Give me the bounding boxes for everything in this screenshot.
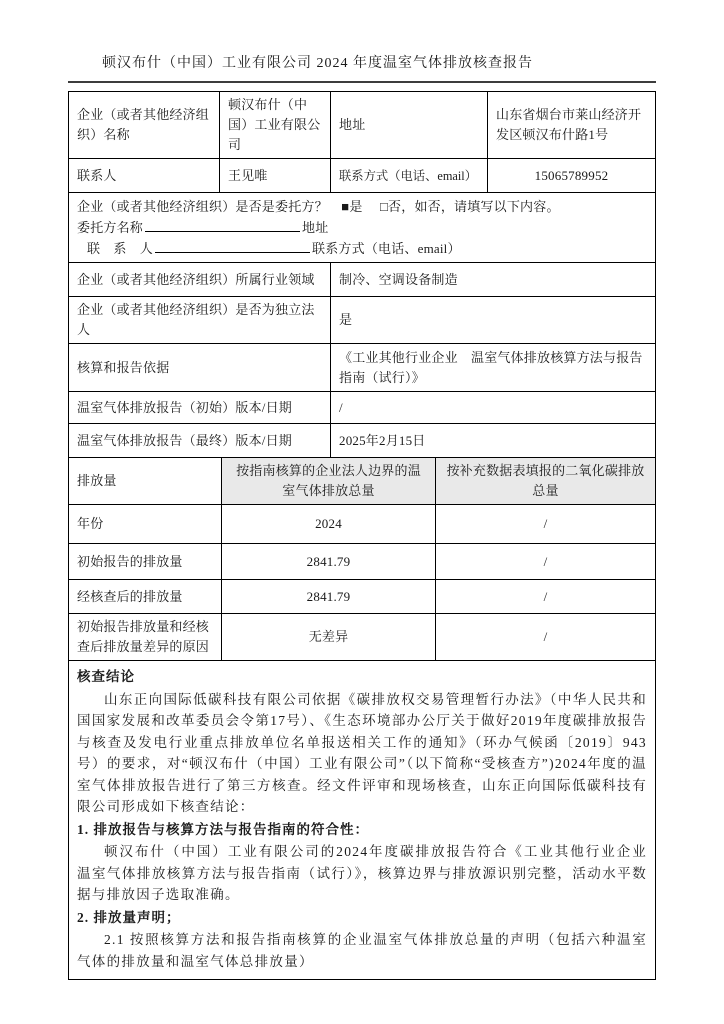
emission-row-year: [69, 505, 655, 544]
conclusion-paragraph-1: 山东正向国际低碳科技有限公司依据《碳排放权交易管理暂行办法》（中华人民共和国国家发展和改革委员会令第17号）、《生态环境部办公厅关于做好2019年度碳排放报告与核查及发电行业重点排放单位名单报送相关工作的通知》（环办气候函〔2019〕943号）的要求，对“顿汉布什（中国）工业有限公司”（以下简称“受核查方”)2024年度的温室气体排放报告进行了第三方核查。经文件评审和现场核查，山东正向国际低碳科技有限公司形成如下核查结论：: [77, 691, 647, 814]
emission-row-verified: [69, 580, 655, 614]
emission-initial-value1: 2841.79: [222, 544, 436, 579]
table-row-contact: [69, 159, 655, 193]
basis-label: 核算和报告依据: [69, 344, 331, 391]
emission-header-col3: 按补充数据表填报的二氧化碳排放总量: [436, 458, 655, 504]
contact-label: 联系人: [69, 159, 220, 192]
client-yes-label: 是: [349, 199, 363, 214]
emission-row-difference: [69, 614, 655, 661]
emission-difference-value2: /: [543, 629, 548, 644]
conclusion-cell: [69, 661, 662, 979]
client-contact-line: [87, 238, 647, 259]
client-contact-label: 联 系 人: [87, 241, 154, 256]
initial-report-value: /: [339, 399, 343, 415]
client-contact-blank-line: [155, 238, 310, 253]
emission-verified-value1: 2841.79: [222, 580, 436, 613]
report-document: [68, 52, 662, 980]
industry-value: 制冷、空调设备制造: [339, 271, 458, 287]
emission-year-value1: 2024: [222, 505, 436, 543]
address-value: 山东省烟台市莱山经济开发区顿汉布什路1号: [496, 107, 642, 142]
client-no-option: [380, 199, 560, 214]
client-block: [69, 193, 655, 262]
initial-report-label: 温室气体排放报告（初始）版本/日期: [69, 392, 331, 423]
table-row-industry: [69, 263, 655, 297]
table-row-org: [69, 92, 655, 159]
emission-header-row: [69, 458, 655, 505]
client-name-label: 委托方名称: [77, 220, 144, 235]
conclusion-heading: 核查结论: [77, 669, 135, 684]
client-no-label: 否，如否，请填写以下内容。: [388, 199, 560, 214]
client-question-line: [77, 196, 647, 217]
emission-header-col2: 按指南核算的企业法人边界的温室气体排放总量: [222, 458, 436, 504]
emission-header-col1: 排放量: [69, 458, 222, 504]
emission-difference-value1: 无差异: [222, 614, 436, 660]
emission-verified-value2: /: [543, 588, 548, 604]
legal-entity-label: 企业（或者其他经济组织）是否为独立法人: [69, 297, 331, 343]
emission-row-initial: [69, 544, 655, 580]
table-row-initial-report: [69, 392, 655, 424]
emission-verified-label: 经核查后的排放量: [69, 580, 222, 613]
final-report-label: 温室气体排放报告（最终）版本/日期: [69, 424, 331, 457]
conclusion-section1-text: 顿汉布什（中国）工业有限公司的2024年度碳排放报告符合《工业其他行业企业 温室气体排放核算方法与报告指南（试行）》，核算边界与排放源识别完整，活动水平数据与排放因子选取准确。: [77, 844, 662, 902]
emission-year-value2: /: [543, 516, 548, 531]
conclusion-row: [69, 661, 662, 979]
table-row-basis: [69, 344, 655, 392]
legal-entity-value: 是: [339, 312, 353, 327]
client-name-blank-line: [145, 217, 300, 232]
industry-label: 企业（或者其他经济组织）所属行业领域: [69, 263, 331, 296]
org-name-value: 顿汉布什（中国）工业有限公司: [220, 92, 331, 158]
conclusion-section2-text: 2.1 按照核算方法和报告指南核算的企业温室气体排放总量的声明（包括六种温室气体的排放量和温室气体总排放量）: [77, 932, 647, 969]
basis-value: 《工业其他行业企业 温室气体排放核算方法与报告指南（试行）》: [339, 349, 643, 385]
emission-year-label: 年份: [69, 505, 222, 543]
contact-value: 王见唯: [220, 159, 331, 192]
contact-method-value: 15065789952: [534, 167, 609, 183]
client-name-line: [77, 217, 647, 238]
final-report-value: 2025年2月15日: [339, 432, 426, 448]
report-table: [68, 91, 662, 980]
table-row-legal-entity: [69, 297, 655, 344]
client-yes-option: [341, 199, 362, 214]
client-question: 企业（或者其他经济组织）是否是委托方？: [77, 199, 328, 214]
org-name-label: 企业（或者其他经济组织）名称: [69, 92, 220, 158]
checkbox-checked-icon: ■: [341, 199, 350, 214]
client-address-label: 地址: [302, 220, 329, 235]
conclusion-section1-heading: 1. 排放报告与核算方法与报告指南的符合性：: [77, 821, 369, 837]
contact-method-label: 联系方式（电话、email）: [331, 159, 488, 192]
table-row-final-report: [69, 424, 655, 458]
emission-initial-value2: /: [543, 553, 548, 569]
report-title: 顿汉布什（中国）工业有限公司 2024 年度温室气体排放核查报告: [68, 52, 656, 83]
client-contact-method-label: 联系方式（电话、email）: [312, 241, 461, 256]
emission-difference-label: 初始报告排放量和经核查后排放量差异的原因: [69, 614, 222, 660]
emission-initial-label: 初始报告的排放量: [69, 544, 222, 579]
table-row-client: [69, 193, 655, 263]
address-label: 地址: [331, 92, 488, 158]
checkbox-unchecked-icon: □: [379, 199, 389, 214]
conclusion-section2-heading: 2. 排放量声明；: [77, 909, 181, 925]
